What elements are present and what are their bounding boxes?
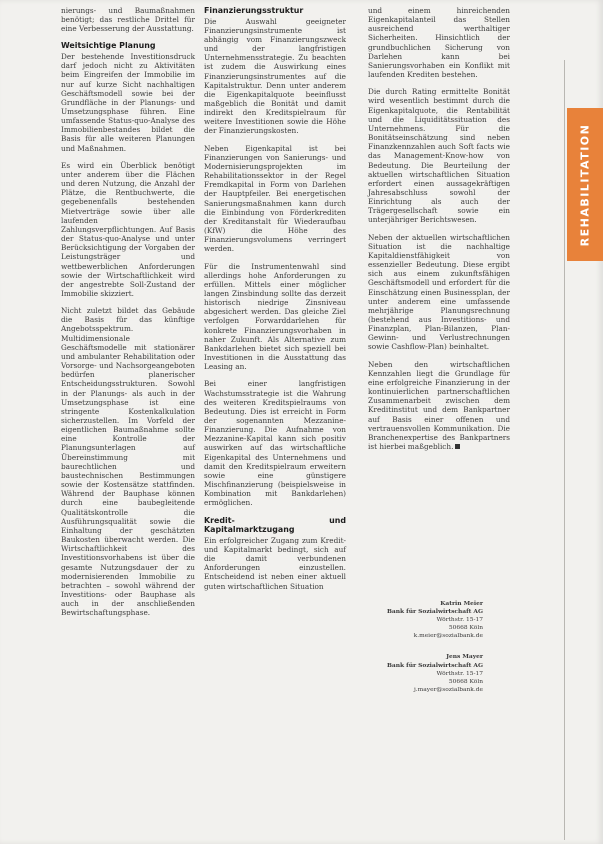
paragraph: nierungs- und Baumaßnahmen benötigt; das restliche Drittel für eine Verbesserung der Ausstattung.	[61, 6, 195, 34]
paragraph: Nicht zuletzt bildet das Gebäude die Basis für das künftige Angebotsspektrum. Multidimensionale Geschäftsmodelle mit stationärer und ambulanter Rehabilitation oder Vorsorge- und Nachsorgeangeboten bedürfen planerischer Entscheidungsstrukturen. Sowohl in der Planungs- als auch in der Umsetzungsphase ist eine stringente Kostenkalkulation sicherzustellen. Im Vorfeld der eigentlichen Baumaßnahme sollte eine Kontrolle der Planungsunterlagen auf Übereinstimmung mit baurechtlichen und baustechnischen Bestimmungen sowie der Kostensätze stattfinden. Während der Bauphase können durch eine baubegleitende Qualitätskontrolle die Ausführungsqualität sowie die Einhaltung der geschätzten Baukosten überwacht werden. Die Wirtschaftlichkeit des Investitionsvorhabens ist über die gesamte Nutzungsdauer der zu modernisierenden Immobilie zu betrachten – sowohl während der Investitions- oder Bauphase als auch in der anschließenden Bewirtschaftungsphase.	[61, 306, 195, 618]
contact-name: Jens Mayer	[446, 653, 483, 661]
paragraph: Der bestehende Investitionsdruck darf jedoch nicht zu Aktivitäten beim Eingreifen der Immobilie im nur auf kurze Sicht nachhaltigen Geschäftsmodell sowie bei der Grundfläche in der Planungs- und Umsetzungsphase führen. Eine umfassende Status-quo-Analyse des Immobilienbestandes bildet die Basis für alle weiteren Planungen und Maßnahmen.	[61, 52, 195, 153]
paragraph-text: Neben den wirtschaftlichen Kennzahlen liegt die Grundlage für eine erfolgreiche Finanzierung in der kontinuierlichen partnerschaftlichen Zusammenarbeit zwischen dem Kreditinstitut und dem Bankpartner auf Basis einer offenen und vertrauensvollen Kommunikation. Die Branchenexpertise des Bankpartners ist hierbei maßgeblich.	[368, 359, 510, 452]
contact-email[interactable]: j.mayer@sozialbank.de	[413, 686, 483, 693]
contact-organization: Bank für Sozialwirtschaft AG	[386, 661, 483, 669]
paragraph: Die durch Rating ermittelte Bonität wird wesentlich bestimmt durch die Eigenkapitalquote, die Rentabilität und die Liquiditätssituation des Unternehmens. Für die Bonitätseinschätzung sind neben Finanzkennzahlen auch Soft facts wie das Management-Know-how von Bedeutung. Die Beurteilung der aktuellen wirtschaftlichen Situation erfordert einen aussagekräftigen Jahresabschluss sowohl der Einrichtung als auch der Trägergesellschaft sowie ein unterjähriger Berichtswesen.	[368, 87, 510, 225]
end-of-article-icon	[455, 444, 460, 449]
paragraph: Neben der aktuellen wirtschaftlichen Situation ist die nachhaltige Kapitaldienstfähigkeit von essenzieller Bedeutung. Diese ergibt sich aus einem zukunftsfähigen Geschäftsmodell und erfordert für die Einschätzung einen Businessplan, der unter anderem eine umfassende mehrjährige Planungsrechnung (bestehend aus Investitions- und Finanzplan, Plan-Bilanzen, Plan-Gewinn- und Verlustrechnungen sowie Cashflow-Plan) beinhaltet.	[368, 232, 510, 352]
contact-street: Wörthstr. 15-17	[436, 670, 483, 677]
page-edge-rule	[564, 60, 565, 840]
section-tab	[567, 108, 603, 261]
contact-city: 50668 Köln	[448, 625, 483, 632]
subheading-finanzierungsstruktur: Finanzierungsstruktur	[204, 6, 304, 15]
subheading-kredit-kapitalmarktzugang: Kredit- und Kapitalmarktzugang	[204, 515, 346, 535]
text-column-1	[61, 6, 195, 625]
paragraph-final	[368, 360, 510, 452]
contact-block	[333, 653, 483, 693]
contact-street: Wörthstr. 15-17	[436, 617, 483, 624]
paragraph: Bei einer langfristigen Wachstumsstrategie ist die Wahrung des weiteren Kreditspielraums von Bedeutung. Dies ist erreicht in Form der sogenannten Mezzanine-Finanzierung. Die Aufnahme von Mezzanine-Kapital kann sich positiv auswirken auf das wirtschaftliche Eigenkapital des Unternehmens und damit den Kreditspielraum erweitern sowie eine günstigere Mischfinanzierung (beispielsweise in Kombination mit Bankdarlehen) ermöglichen.	[204, 379, 346, 508]
contact-city: 50668 Köln	[448, 678, 483, 685]
paragraph: Für die Instrumentenwahl sind allerdings hohe Anforderungen zu erfüllen. Mittels einer möglicher langen Zinsbindung sollte das derzeit historisch niedrige Zinsniveau abgesichert werden. Das gleiche Ziel verfolgen Forwarddarlehen für konkrete Finanzierungsvorhaben in naher Zukunft. Als Alternative zum Bankdarlehen bietet sich speziell bei Investitionen in die Ausstattung das Leasing an.	[204, 261, 346, 372]
author-contacts	[333, 600, 483, 707]
subheading-weitsichtige-planung: Weitsichtige Planung	[61, 41, 156, 51]
contact-name: Katrin Meier	[440, 600, 483, 607]
text-column-3	[368, 6, 510, 459]
text-column-2	[204, 6, 346, 599]
contact-email[interactable]: k.meier@sozialbank.de	[413, 633, 483, 640]
paragraph: Ein erfolgreicher Zugang zum Kredit- und Kapitalmarkt bedingt, sich auf die damit verbundenen Anforderungen einzustellen. Entscheidend ist neben einer aktuell guten wirtschaftlichen Situation	[204, 535, 346, 591]
paragraph: Es wird ein Überblick benötigt unter anderem über die Flächen und deren Nutzung, die Anzahl der Plätze, die Rentbuchwerte, die gegebenenfalls bestehenden Mietverträge sowie über alle laufenden Zahlungsverpflichtungen. Auf Basis der Status-quo-Analyse und unter Berücksichtigung der Vorgaben der Leistungsträger und wettbewerblichen Anforderungen sowie der Wirtschaftlichkeit wird der angestrebte Soll-Zustand der Immobilie skizziert.	[61, 160, 195, 298]
paragraph: Neben Eigenkapital ist bei Finanzierungen von Sanierungs- und Modernisierungsprojekten im Rehabilitationssektor in der Regel Fremdkapital in Form von Darlehen der Hauptpfeiler. Bei energetischen Sanierungsmaßnahmen kann durch die Einbindung von Förderkrediten der Kreditanstalt für Wiederaufbau (KfW) die Höhe des Finanzierungsvolumens verringert werden.	[204, 143, 346, 254]
contact-block	[333, 600, 483, 640]
paragraph: Die Auswahl geeigneter Finanzierungsinstrumente ist abhängig vom Finanzierungszweck und der langfristigen Unternehmensstrategie. Zu beachten ist zudem die Auswirkung eines Finanzierungsinstrumentes auf die Kapitalstruktur. Denn unter anderem die Eigenkapitalquote beeinflusst maßgeblich die Bonität und damit indirekt den Kreditspielraum für weitere Investitionen sowie die Höhe der Finanzierungskosten.	[204, 16, 346, 136]
section-tab-label: REHABILITATION	[578, 123, 592, 246]
paragraph: und einem hinreichenden Eigenkapitalanteil das Stellen ausreichend werthaltiger Sicherheiten. Hinsichtlich der grundbuchlichen Sicherung von Darlehen kann bei Sanierungsvorhaben ein Konflikt mit laufenden Krediten bestehen.	[368, 6, 510, 80]
contact-organization: Bank für Sozialwirtschaft AG	[386, 608, 483, 616]
